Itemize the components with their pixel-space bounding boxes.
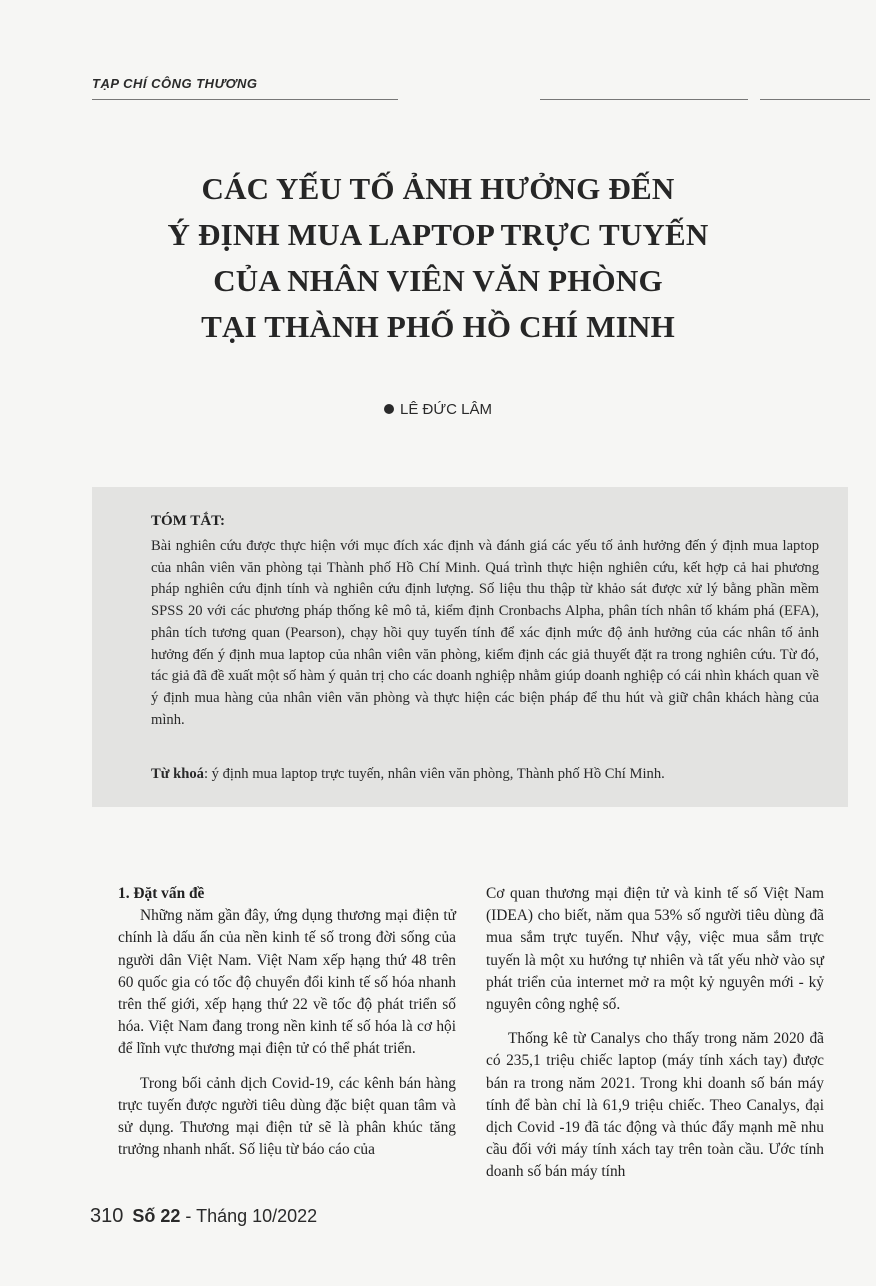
- issue-label: Số 22: [132, 1206, 181, 1226]
- keywords-label: Từ khoá: [151, 766, 204, 782]
- page-footer: [90, 1205, 317, 1228]
- header-rule-left: [92, 99, 398, 100]
- right-column: [486, 883, 824, 1184]
- journal-name: TẠP CHÍ CÔNG THƯƠNG: [92, 76, 258, 91]
- abstract-body: [151, 536, 819, 731]
- left-column: [118, 883, 456, 1161]
- header-rule-far-right: [760, 99, 870, 100]
- author-name: LÊ ĐỨC LÂM: [400, 401, 492, 418]
- article-title: [80, 166, 796, 350]
- abstract-text: Bài nghiên cứu được thực hiện với mục đích xác định và đánh giá các yếu tố ảnh hưởng đến ý định mua laptop của nhân viên văn phòng tại Thành phố Hồ Chí Minh. Quá trình thực hiện nghiên cứu, kết hợp cả hai phương pháp nghiên cứu định tính và nghiên cứu định lượng. Số liệu thu thập từ khảo sát được xử lý bằng phần mềm SPSS 20 với các phương pháp thống kê mô tả, kiểm định Cronbachs Alpha, phân tích nhân tố khám phá (EFA), phân tích tương quan (Pearson), chạy hồi quy tuyến tính để xác định mức độ ảnh hưởng của các nhân tố ảnh hưởng đến ý định mua laptop của nhân viên văn phòng, kiểm định các giả thuyết đặt ra trong nghiên cứu. Từ đó, tác giả đã đề xuất một số hàm ý quản trị cho các doanh nghiệp nhằm giúp doanh nghiệp có cái nhìn khách quan về ý định mua hàng của nhân viên văn phòng và thực hiện các biện pháp để thu hút và giữ chân khách hàng của mình.: [151, 538, 819, 728]
- title-line-1: CÁC YẾU TỐ ẢNH HƯỞNG ĐẾN: [201, 171, 675, 206]
- abstract-heading: TÓM TẮT:: [151, 513, 226, 529]
- paragraph-1: Những năm gần đây, ứng dụng thương mại điện tử chính là dấu ấn của nền kinh tế số trong đời sống của người dân Việt Nam. Việt Nam xếp hạng thứ 48 trên 60 quốc gia có tốc độ chuyển đổi kinh tế số hóa nhanh trên thế giới, xếp hạng thứ 22 về tốc độ phát triển số hóa. Việt Nam đang trong nền kinh tế số hóa là cơ hội để lĩnh vực thương mại điện tử có thể phát triển.: [118, 907, 456, 1058]
- title-line-2: Ý ĐỊNH MUA LAPTOP TRỰC TUYẾN: [167, 217, 709, 252]
- paragraph-2: Trong bối cảnh dịch Covid-19, các kênh bán hàng trực tuyến được người tiêu dùng đặc biệt quan tâm và sử dụng. Thương mại điện tử sẽ là phân khúc tăng trưởng nhanh nhất. Số liệu từ báo cáo của: [118, 1074, 456, 1159]
- keywords-text: : ý định mua laptop trực tuyến, nhân viên văn phòng, Thành phố Hồ Chí Minh.: [203, 766, 665, 782]
- abstract-keywords: [151, 766, 819, 783]
- title-line-4: TẠI THÀNH PHỐ HỒ CHÍ MINH: [201, 309, 675, 344]
- issue-date: - Tháng 10/2022: [180, 1206, 318, 1226]
- paragraph-4: Thống kê từ Canalys cho thấy trong năm 2020 đã có 235,1 triệu chiếc laptop (máy tính xách tay) được bán ra trong năm 2021. Trong khi doanh số bán máy tính để bàn chỉ là 61,9 triệu chiếc. Theo Canalys, đại dịch Covid -19 đã tác động và thúc đẩy mạnh mẽ nhu cầu đối với máy tính xách tay trên toàn cầu. Ước tính doanh số bán máy tính: [486, 1030, 824, 1181]
- section-heading: 1. Đặt vấn đề: [118, 885, 205, 902]
- bullet-icon: [384, 404, 394, 414]
- paragraph-3: Cơ quan thương mại điện tử và kinh tế số Việt Nam (IDEA) cho biết, năm qua 53% số người tiêu dùng đã mua sắm trực tuyến. Như vậy, việc mua sắm trực tuyến là một xu hướng tự nhiên và tất yếu nhờ vào sự phát triển của internet mở ra một kỷ nguyên mới - kỷ nguyên công nghệ số.: [486, 885, 824, 1014]
- title-line-3: CỦA NHÂN VIÊN VĂN PHÒNG: [213, 263, 663, 298]
- page-number: 310: [90, 1205, 124, 1227]
- author-line: [0, 401, 876, 418]
- header-rule-right: [540, 99, 748, 100]
